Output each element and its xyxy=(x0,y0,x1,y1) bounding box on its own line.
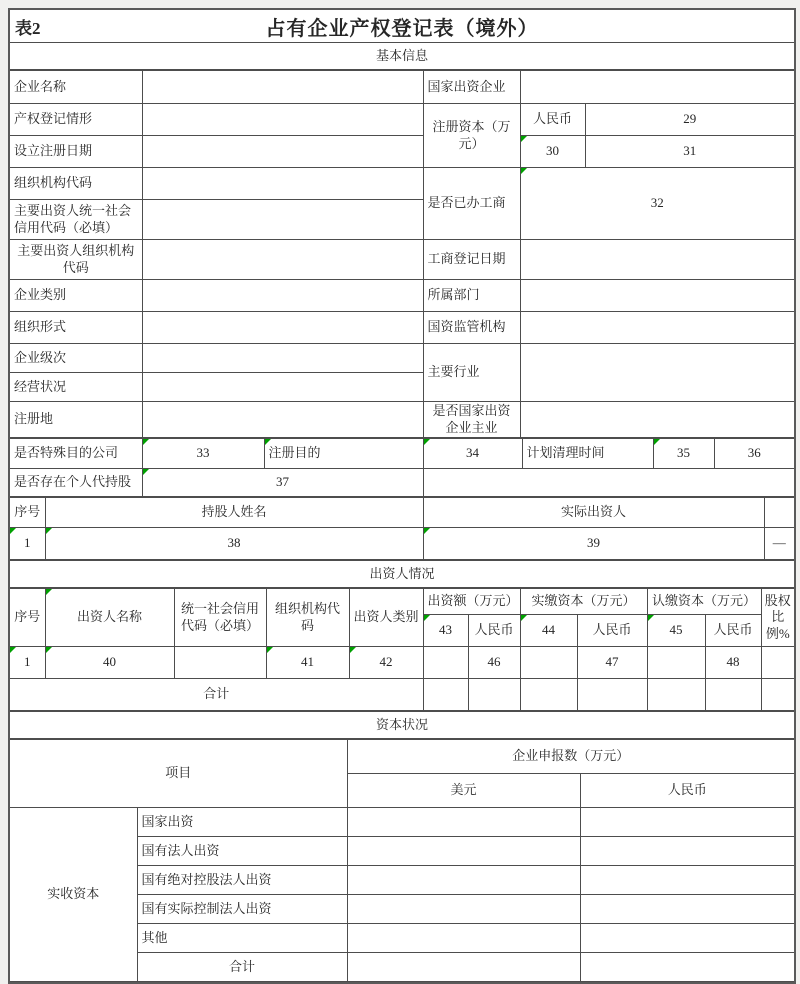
capital-item-header: 项目 xyxy=(10,740,347,808)
state-absolute-holding-label: 国有绝对控股法人出资 xyxy=(137,866,347,895)
business-reg-date-value[interactable] xyxy=(520,240,794,280)
state-contribution-usd[interactable] xyxy=(347,808,580,837)
investor-row-index[interactable]: 1 xyxy=(10,647,45,679)
state-funded-label: 国家出资企业 xyxy=(423,71,520,104)
capital-declared-header: 企业申报数（万元） xyxy=(347,740,794,774)
cell-39[interactable]: 39 xyxy=(423,528,764,560)
department-value[interactable] xyxy=(520,280,794,312)
subscribed-capital-header: 认缴资本（万元） xyxy=(647,589,761,615)
main-industry-value[interactable] xyxy=(520,344,794,402)
capital-rmb-header: 人民币 xyxy=(580,774,794,808)
cell-47[interactable]: 47 xyxy=(577,647,647,679)
registered-capital-currency-label: 人民币 xyxy=(520,104,585,136)
cell-46[interactable]: 46 xyxy=(468,647,520,679)
company-name-label: 企业名称 xyxy=(10,71,142,104)
total-contribution-amount[interactable] xyxy=(423,679,468,711)
org-form-value[interactable] xyxy=(142,312,423,344)
property-reg-status-value[interactable] xyxy=(142,104,423,136)
state-main-business-label: 是否国家出资企业主业 xyxy=(423,402,520,438)
table-number: 表2 xyxy=(15,19,41,38)
nominee-shares-label: 是否存在个人代持股 xyxy=(10,469,142,497)
main-investor-org-code-label: 主要出资人组织机构代码 xyxy=(10,240,142,280)
investors-total-label: 合计 xyxy=(10,679,423,711)
company-name-value[interactable] xyxy=(142,71,423,104)
form-sheet xyxy=(8,8,796,984)
total-equity-ratio[interactable] xyxy=(761,679,794,711)
cell-34[interactable]: 34 xyxy=(423,439,522,469)
capital-usd-header: 美元 xyxy=(347,774,580,808)
total-paid-rmb[interactable] xyxy=(577,679,647,711)
main-industry-label: 主要行业 xyxy=(423,344,520,402)
holder-name-header: 持股人姓名 xyxy=(45,498,423,528)
capital-total-label: 合计 xyxy=(137,953,347,982)
investor-org-code-header: 组织机构代码 xyxy=(266,589,349,647)
cell-32[interactable]: 32 xyxy=(520,168,794,240)
cell-37[interactable]: 37 xyxy=(142,469,423,497)
business-license-label: 是否已办工商 xyxy=(423,168,520,240)
state-absolute-holding-usd[interactable] xyxy=(347,866,580,895)
registration-purpose-label: 注册目的 xyxy=(264,439,423,469)
registered-capital-label: 注册资本（万元） xyxy=(423,104,520,168)
holder-note-header xyxy=(764,498,794,528)
total-subscribed-amount[interactable] xyxy=(647,679,705,711)
establish-date-label: 设立注册日期 xyxy=(10,136,142,168)
contribution-amount-value[interactable] xyxy=(423,647,468,679)
special-purpose-table xyxy=(10,438,794,497)
company-category-label: 企业类别 xyxy=(10,280,142,312)
cell-42[interactable]: 42 xyxy=(349,647,423,679)
cell-43[interactable]: 43 xyxy=(423,615,468,647)
paid-rmb-header: 人民币 xyxy=(577,615,647,647)
cell-44[interactable]: 44 xyxy=(520,615,577,647)
state-absolute-holding-rmb[interactable] xyxy=(580,866,794,895)
capital-total-usd[interactable] xyxy=(347,953,580,982)
contribution-header: 出资额（万元） xyxy=(423,589,520,615)
cell-29[interactable]: 29 xyxy=(585,104,794,136)
actual-investor-header: 实际出资人 xyxy=(423,498,764,528)
property-reg-status-label: 产权登记情形 xyxy=(10,104,142,136)
company-category-value[interactable] xyxy=(142,280,423,312)
holder-row-note[interactable]: — xyxy=(764,528,794,560)
page-title: 占有企业产权登记表（境外） xyxy=(265,17,539,40)
cell-40[interactable]: 40 xyxy=(45,647,174,679)
state-actual-control-usd[interactable] xyxy=(347,895,580,924)
subscribed-amount-value[interactable] xyxy=(647,647,705,679)
cell-45[interactable]: 45 xyxy=(647,615,705,647)
cell-38[interactable]: 38 xyxy=(45,528,423,560)
sasac-agency-value[interactable] xyxy=(520,312,794,344)
is-spv-label: 是否特殊目的公司 xyxy=(10,439,142,469)
shareholders-table xyxy=(10,497,794,560)
investor-credit-code-value[interactable] xyxy=(174,647,266,679)
business-reg-date-label: 工商登记日期 xyxy=(423,240,520,280)
operating-status-value[interactable] xyxy=(142,373,423,402)
planned-cleanup-label: 计划清理时间 xyxy=(522,439,653,469)
cell-48[interactable]: 48 xyxy=(705,647,761,679)
registered-place-value[interactable] xyxy=(142,402,423,438)
paid-in-capital-group-label: 实收资本 xyxy=(10,808,137,982)
cell-35[interactable]: 35 xyxy=(653,439,714,469)
registered-place-label: 注册地 xyxy=(10,402,142,438)
state-legal-person-label: 国有法人出资 xyxy=(137,837,347,866)
cell-36[interactable]: 36 xyxy=(714,439,794,469)
state-funded-value[interactable] xyxy=(520,71,794,104)
state-contribution-rmb[interactable] xyxy=(580,808,794,837)
company-level-label: 企业级次 xyxy=(10,344,142,373)
holder-row-index[interactable]: 1 xyxy=(10,528,45,560)
cell-33[interactable]: 33 xyxy=(142,439,264,469)
subscribed-rmb-header: 人民币 xyxy=(705,615,761,647)
sasac-agency-label: 国资监管机构 xyxy=(423,312,520,344)
investor-name-header: 出资人名称 xyxy=(45,589,174,647)
other-contribution-label: 其他 xyxy=(137,924,347,953)
main-investor-credit-code-value[interactable] xyxy=(142,200,423,240)
state-legal-person-usd[interactable] xyxy=(347,837,580,866)
org-code-value[interactable] xyxy=(142,168,423,200)
investors-table xyxy=(10,588,794,711)
department-label: 所属部门 xyxy=(423,280,520,312)
other-contribution-usd[interactable] xyxy=(347,924,580,953)
company-level-value[interactable] xyxy=(142,344,423,373)
establish-date-value[interactable] xyxy=(142,136,423,168)
section-basic-info: 基本信息 xyxy=(10,43,794,70)
paid-amount-value[interactable] xyxy=(520,647,577,679)
title-bar xyxy=(10,10,794,43)
section-capital: 资本状况 xyxy=(10,711,794,739)
state-actual-control-rmb[interactable] xyxy=(580,895,794,924)
other-contribution-rmb[interactable] xyxy=(580,924,794,953)
investor-index-header: 序号 xyxy=(10,589,45,647)
capital-table xyxy=(10,739,794,982)
state-actual-control-label: 国有实际控制法人出资 xyxy=(137,895,347,924)
investor-credit-code-header: 统一社会信用代码（必填） xyxy=(174,589,266,647)
capital-total-rmb[interactable] xyxy=(580,953,794,982)
main-investor-credit-code-label: 主要出资人统一社会信用代码（必填） xyxy=(10,200,142,240)
main-investor-org-code-value[interactable] xyxy=(142,240,423,280)
total-subscribed-rmb[interactable] xyxy=(705,679,761,711)
investor-type-header: 出资人类别 xyxy=(349,589,423,647)
cell-30[interactable]: 30 xyxy=(520,136,585,168)
state-legal-person-rmb[interactable] xyxy=(580,837,794,866)
equity-ratio-value[interactable] xyxy=(761,647,794,679)
org-form-label: 组织形式 xyxy=(10,312,142,344)
equity-ratio-header: 股权比例% xyxy=(761,589,794,647)
total-contribution-rmb[interactable] xyxy=(468,679,520,711)
contribution-rmb-header: 人民币 xyxy=(468,615,520,647)
paid-in-capital-header: 实缴资本（万元） xyxy=(520,589,647,615)
operating-status-label: 经营状况 xyxy=(10,373,142,402)
org-code-label: 组织机构代码 xyxy=(10,168,142,200)
holder-index-header: 序号 xyxy=(10,498,45,528)
nominee-shares-extra-value[interactable] xyxy=(423,469,794,497)
state-contribution-label: 国家出资 xyxy=(137,808,347,837)
basic-info-table xyxy=(10,70,794,438)
section-investors: 出资人情况 xyxy=(10,560,794,588)
cell-41[interactable]: 41 xyxy=(266,647,349,679)
cell-31[interactable]: 31 xyxy=(585,136,794,168)
total-paid-amount[interactable] xyxy=(520,679,577,711)
state-main-business-value[interactable] xyxy=(520,402,794,438)
